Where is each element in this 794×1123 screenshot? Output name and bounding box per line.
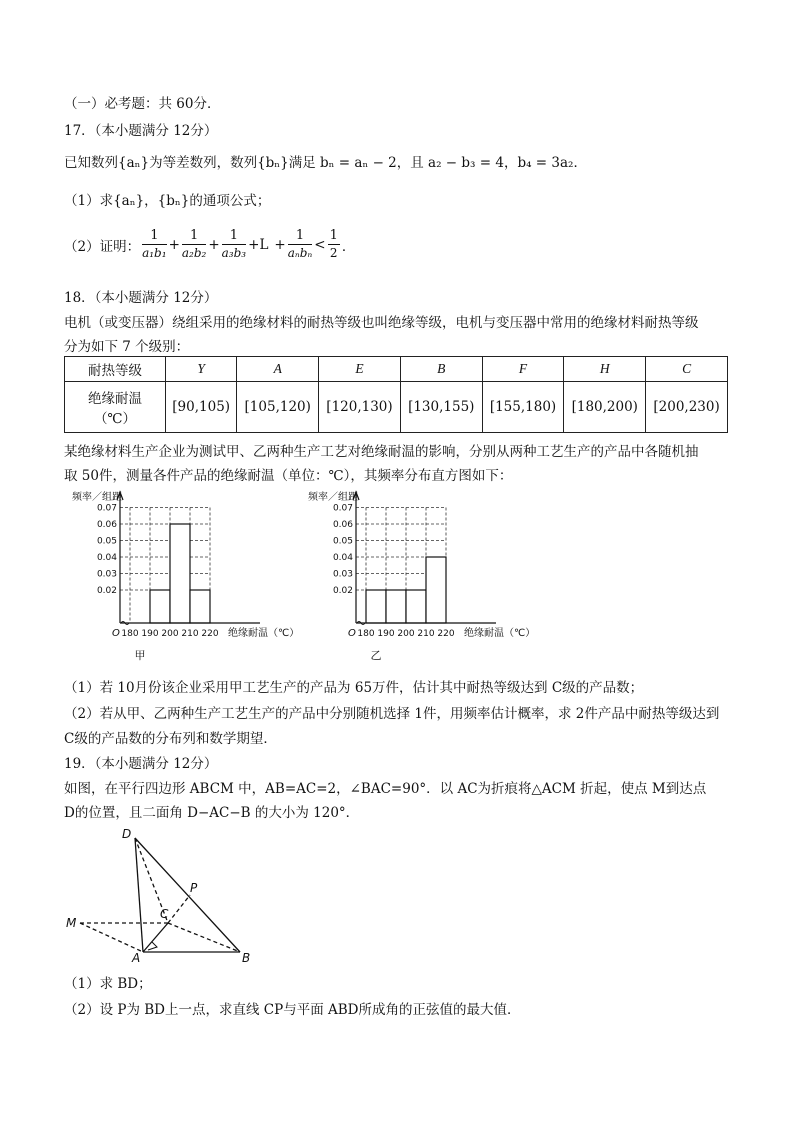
histogram-yi <box>300 486 560 668</box>
histogram-jia <box>64 486 314 668</box>
edge-MA <box>80 923 143 952</box>
x-axis-label: 绝缘耐温（℃） <box>464 628 536 639</box>
chart-title: 甲 <box>134 649 146 662</box>
y-tick-label: 0.02 <box>332 586 353 596</box>
fraction-term-n: $\frac{1}{\text{aₙbₙ}}$ <box>287 228 313 260</box>
y-tick-label: 0.06 <box>332 520 353 530</box>
y-tick-label: 0.07 <box>96 503 117 514</box>
histogram-bar <box>426 557 446 623</box>
x-tick-label: 200 <box>397 629 415 639</box>
plus-sign: + <box>274 236 286 253</box>
y-tick-label: 0.05 <box>332 536 353 547</box>
range-cell: [130,155) <box>400 382 482 433</box>
edge-CB <box>168 923 240 952</box>
plus-sign: + <box>168 236 180 253</box>
fraction-half: $\frac{1}{2}$ <box>329 228 338 260</box>
grade-cell: H <box>564 357 646 382</box>
label-P: P <box>190 881 198 895</box>
fraction-term-2: $\frac{1}{\text{a₂b₂}}$ <box>181 228 207 260</box>
q17-part1: （1）求{aₙ}，{bₙ}的通项公式； <box>64 193 271 209</box>
q17-title: 17．（本小题满分 12分） <box>64 123 218 139</box>
plus-sign: + <box>248 236 260 253</box>
q18-part2-2: C级的产品数的分布列和数学期望． <box>64 731 277 747</box>
fraction-term-1: $\frac{1}{\text{a₁b₁}}$ <box>142 228 167 260</box>
q18-intro-1: 电机（或变压器）绕组采用的绝缘材料的耐热等级也叫绝缘等级，电机与变压器中常用的绝缘材料耐热等级 <box>64 315 699 331</box>
y-axis-label: 频率／组距 <box>72 492 122 503</box>
histogram-bar <box>150 590 170 623</box>
origin-label: O <box>348 628 356 639</box>
grade-cell: B <box>400 357 482 382</box>
y-tick-label: 0.03 <box>96 569 117 580</box>
q18-after-1: 某绝缘材料生产企业为测试甲、乙两种生产工艺对绝缘耐温的影响，分别从两种工艺生产的产品中各随机抽 <box>64 444 699 460</box>
x-tick-label: 180 <box>357 629 375 639</box>
label-D: D <box>122 827 132 841</box>
ellipsis: L <box>259 236 269 253</box>
right-angle-mark <box>148 942 157 950</box>
histogram-bar <box>170 524 190 623</box>
y-tick-label: 0.04 <box>96 553 117 563</box>
grade-cell: C <box>646 357 728 382</box>
table-header-grade: 耐热等级 <box>65 357 166 382</box>
y-tick-label: 0.06 <box>96 520 117 530</box>
q18-intro-2: 分为如下 7 个级别： <box>64 339 190 355</box>
range-cell: [180,200) <box>564 382 646 433</box>
q19-line2: D的位置，且二面角 D−AC−B 的大小为 120°． <box>64 805 360 821</box>
y-axis-label: 频率／组距 <box>308 492 358 503</box>
x-tick-label: 220 <box>201 629 219 639</box>
q19-title: 19．（本小题满分 12分） <box>64 756 218 772</box>
q18-title: 18．（本小题满分 12分） <box>64 290 218 306</box>
q19-part1: （1）求 BD； <box>64 976 152 992</box>
edge-DB <box>135 838 240 952</box>
y-tick-label: 0.05 <box>96 536 117 547</box>
x-tick-label: 180 <box>121 629 139 639</box>
q19-part2: （2）设 P为 BD上一点，求直线 CP与平面 ABD所成角的正弦值的最大值． <box>64 1002 521 1018</box>
grade-cell: E <box>319 357 401 382</box>
y-tick-label: 0.03 <box>332 569 353 580</box>
range-cell: [200,230) <box>646 382 728 433</box>
q17-part2 <box>64 228 355 261</box>
label-M: M <box>66 916 77 930</box>
range-cell: [90,105) <box>166 382 237 433</box>
histogram-bar <box>366 590 386 623</box>
histogram-bar <box>406 590 426 623</box>
q17-stem: 已知数列{aₙ}为等差数列，数列{bₙ}满足 bₙ = aₙ − 2，且 a₂ − b₃ = 4，b₄ = 3a₂． <box>64 155 587 171</box>
y-tick-label: 0.04 <box>332 553 353 563</box>
heat-grade-table <box>64 356 728 433</box>
chart-title: 乙 <box>370 649 382 662</box>
label-B: B <box>242 951 251 965</box>
label-A: A <box>132 951 141 965</box>
edge-CP <box>168 895 190 923</box>
range-cell: [155,180) <box>482 382 564 433</box>
grade-cell: F <box>482 357 564 382</box>
section-header: （一）必考题：共 60分． <box>64 96 221 112</box>
edge-DA <box>135 838 143 952</box>
histogram-bar <box>190 590 210 623</box>
x-tick-label: 210 <box>181 629 199 639</box>
range-cell: [105,120) <box>237 382 319 433</box>
origin-label: O <box>112 628 120 639</box>
period: ． <box>341 238 356 255</box>
q18-after-2: 取 50件，测量各件产品的绝缘耐温（单位：℃），其频率分布直方图如下： <box>64 468 513 484</box>
x-tick-label: 220 <box>437 629 455 639</box>
range-cell: [120,130) <box>319 382 401 433</box>
q17-part2-prefix: （2）证明： <box>64 238 141 255</box>
grade-cell: Y <box>166 357 237 382</box>
folded-parallelogram-figure <box>60 820 260 968</box>
less-than-sign: < <box>314 236 326 253</box>
x-tick-label: 190 <box>377 629 395 639</box>
q18-part2-1: （2）若从甲、乙两种生产工艺生产的产品中分别随机选择 1件，用频率估计概率，求 2件产品中耐热等级达到 <box>64 706 720 722</box>
fraction-term-3: $\frac{1}{\text{a₃b₃}}$ <box>221 228 247 260</box>
label-C: C <box>160 907 169 921</box>
x-axis-label: 绝缘耐温（℃） <box>228 628 300 639</box>
q18-part1: （1）若 10月份该企业采用甲工艺生产的产品为 65万件，估计其中耐热等级达到 C级的产品数； <box>64 680 644 696</box>
x-tick-label: 190 <box>141 629 159 639</box>
y-tick-label: 0.02 <box>96 586 117 596</box>
plus-sign: + <box>208 236 220 253</box>
x-tick-label: 210 <box>417 629 435 639</box>
table-header-temp: 绝缘耐温 （℃） <box>65 382 166 433</box>
x-tick-label: 200 <box>161 629 179 639</box>
histogram-bar <box>386 590 406 623</box>
grade-cell: A <box>237 357 319 382</box>
y-tick-label: 0.07 <box>332 503 353 514</box>
q19-line1: 如图，在平行四边形 ABCM 中，AB=AC=2，∠BAC=90°．以 AC为折痕将△ACM 折起，使点 M到达点 <box>64 781 707 797</box>
